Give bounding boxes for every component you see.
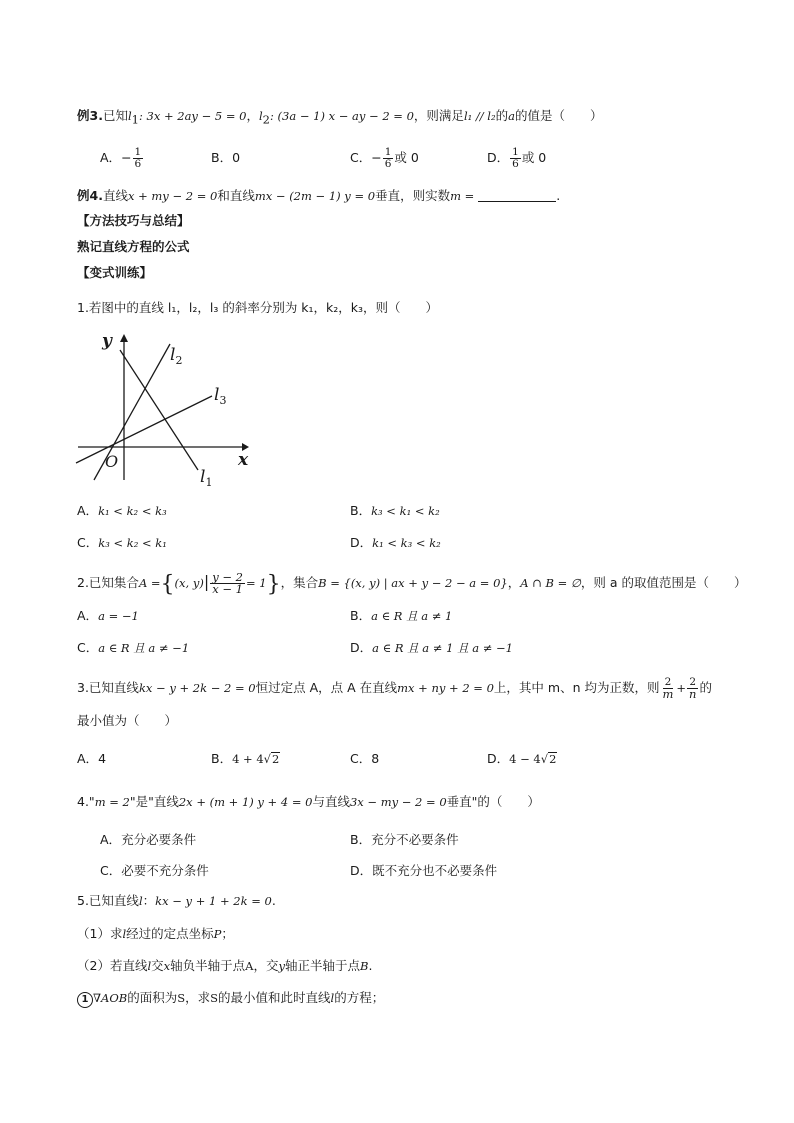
- q3-option-d[interactable]: D．4 − 4√2: [487, 751, 557, 766]
- q4-option-b[interactable]: B．充分不必要条件: [350, 832, 459, 847]
- fraction: $\frac{2}{m}$: [662, 676, 674, 701]
- l2-label: $l_2$: [170, 345, 183, 367]
- q4-option-d[interactable]: D．既不充分也不必要条件: [350, 863, 498, 878]
- q3-option-b[interactable]: B．4 + 4√2: [211, 751, 280, 766]
- answer-blank[interactable]: [478, 189, 556, 202]
- q2-option-b[interactable]: B．a ∈ R 且 a ≠ 1: [350, 608, 453, 623]
- q3-stem-line2: 最小值为（ ）: [77, 713, 178, 728]
- q5-part-1: （1）求l经过的定点坐标P；: [77, 926, 234, 941]
- example-3-stem: 例3.已知$l_1$: 3x + 2ay − 5 = 0，$l_2$: (3a − 1) x − ay − 2 = 0，则满足l₁ // l₂的a的值是（ ）: [77, 108, 603, 127]
- x-axis-label: x: [238, 450, 249, 470]
- q3-option-c[interactable]: C．8: [350, 751, 380, 766]
- q5-part-2: （2）若直线l交x轴负半轴于点A，交y轴正半轴于点B.: [77, 958, 373, 973]
- line-l1: [120, 350, 198, 470]
- l1-label: $l_1$: [200, 467, 213, 489]
- q5-part-2-sub-1: 1 ∇AOB的面积为S，求S的最小值和此时直线l的方程；: [77, 989, 384, 1008]
- line-l3: [76, 396, 212, 463]
- method-body: 熟记直线方程的公式: [77, 239, 190, 254]
- q1-option-b[interactable]: B．k₃ < k₁ < k₂: [350, 503, 440, 518]
- q1-option-d[interactable]: D．k₁ < k₃ < k₂: [350, 535, 441, 550]
- fraction: $\frac{1}{6}$: [512, 146, 519, 170]
- q5-stem: 5.已知直线l：kx − y + 1 + 2k = 0.: [77, 893, 276, 908]
- example-3-label: 例3.: [77, 108, 103, 123]
- example-3-option-a[interactable]: A．− $\frac{1}{6}$: [100, 146, 142, 170]
- q1-option-a[interactable]: A．k₁ < k₂ < k₃: [77, 503, 167, 518]
- example-4-label: 例4.: [77, 188, 103, 203]
- q4-option-c[interactable]: C．必要不充分条件: [100, 863, 209, 878]
- l3-label: $l_3$: [214, 385, 227, 407]
- q4-option-a[interactable]: A．充分必要条件: [100, 832, 197, 847]
- q2-option-d[interactable]: D．a ∈ R 且 a ≠ 1 且 a ≠ −1: [350, 640, 513, 655]
- fraction: $\frac{y - 2}{x - 1}$: [212, 570, 243, 596]
- q3-stem: 3.已知直线kx − y + 2k − 2 = 0恒过定点 A，点 A 在直线mx + ny + 2 = 0上，其中 m、n 均为正数，则 $\frac{2}{m}$ + $\frac{2}{n}$ 的: [77, 676, 712, 701]
- origin-label: O: [105, 452, 119, 471]
- fraction: $\frac{2}{n}$: [689, 676, 697, 701]
- y-axis-arrow: [120, 334, 128, 342]
- method-title: 【方法技巧与总结】: [77, 213, 190, 228]
- q1-stem: 1.若图中的直线 l₁，l₂，l₃ 的斜率分别为 k₁，k₂，k₃，则（ ）: [77, 300, 439, 315]
- q2-option-a[interactable]: A．a = −1: [77, 608, 139, 623]
- q1-line-graph: [74, 330, 254, 490]
- q3-option-a[interactable]: A．4: [77, 751, 107, 766]
- circled-number: 1: [77, 992, 93, 1008]
- example-4-stem: 例4.直线x + my − 2 = 0和直线mx − (2m − 1) y = 0垂直，则实数m = .: [77, 188, 561, 203]
- y-axis-label: y: [102, 331, 112, 351]
- example-3-option-d[interactable]: D． $\frac{1}{6}$ 或 0: [487, 146, 547, 170]
- example-3-option-b[interactable]: B．0: [211, 150, 241, 165]
- q2-stem: 2.已知集合A ={(x, y)| $\frac{y - 2}{x - 1}$ = 1}，集合B = {(x, y) | ax + y − 2 − a = 0}，A ∩ B = ∅，则 a 的取值范围是（ ）: [77, 570, 747, 597]
- fraction: $\frac{1}{6}$: [134, 146, 142, 170]
- fraction: $\frac{1}{6}$: [384, 146, 392, 170]
- q1-option-c[interactable]: C．k₃ < k₂ < k₁: [77, 535, 167, 550]
- q2-option-c[interactable]: C．a ∈ R 且 a ≠ −1: [77, 640, 190, 655]
- example-3-option-c[interactable]: C．− $\frac{1}{6}$ 或 0: [350, 146, 419, 170]
- practice-title: 【变式训练】: [77, 265, 153, 280]
- q4-stem: 4."m = 2"是"直线2x + (m + 1) y + 4 = 0与直线3x − my − 2 = 0垂直"的（ ）: [77, 794, 540, 809]
